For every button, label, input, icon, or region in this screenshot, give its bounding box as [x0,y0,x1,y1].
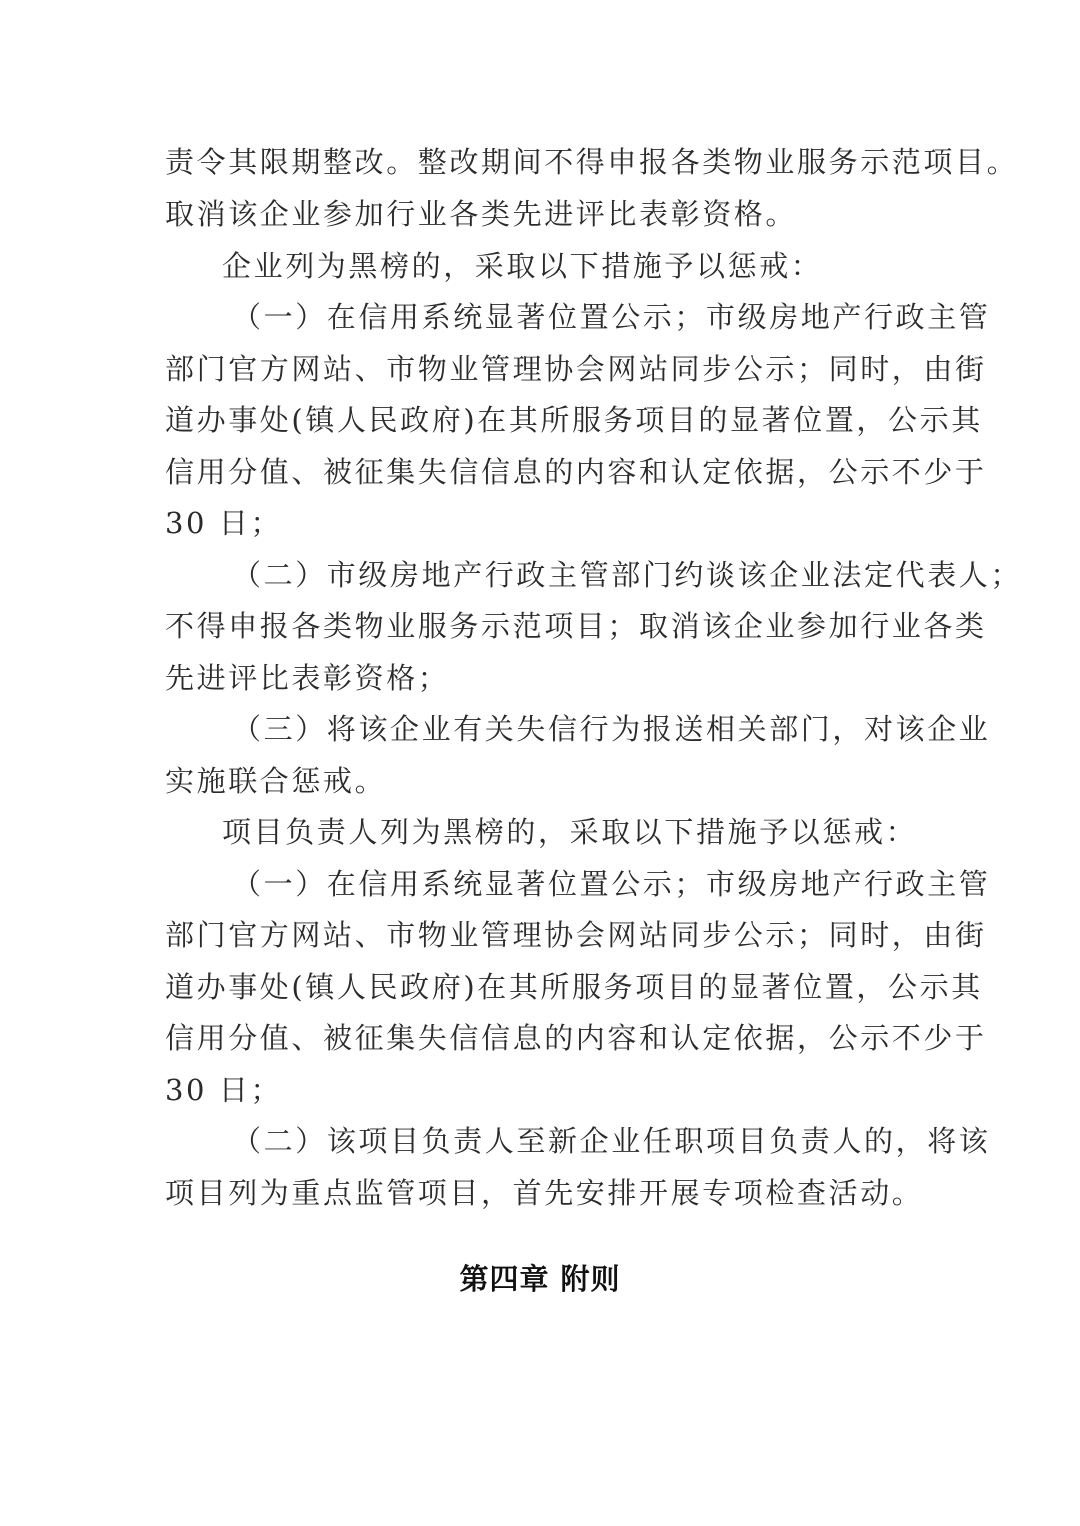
body-line: 部门官方网站、市物业管理协会网站同步公示；同时，由街 [165,352,987,386]
list-item-3-start: （三）将该企业有关失信行为报送相关部门，对该企业 [232,712,991,746]
list-item-1-start: （一）在信用系统显著位置公示；市级房地产行政主管 [232,300,991,334]
body-line: 部门官方网站、市物业管理协会网站同步公示；同时，由街 [165,918,987,952]
body-line: 先进评比表彰资格； [165,661,450,695]
body-line: 30 日； [165,1073,283,1107]
list-item-2-start: （二）市级房地产行政主管部门约谈该企业法定代表人； [232,558,1023,592]
body-line: 道办事处(镇人民政府)在其所服务项目的显著位置，公示其 [165,403,983,437]
body-line: 责令其限期整改。整改期间不得申报各类物业服务示范项目。 [165,145,1019,179]
list-item-2-start: （二）该项目负责人至新企业任职项目负责人的，将该 [232,1124,991,1158]
body-line: 信用分值、被征集失信信息的内容和认定依据，公示不少于 [165,1021,987,1055]
paragraph-intro-manager-blacklist: 项目负责人列为黑榜的，采取以下措施予以惩戒： [222,815,918,849]
body-line: 道办事处(镇人民政府)在其所服务项目的显著位置，公示其 [165,970,983,1004]
paragraph-intro-enterprise-blacklist: 企业列为黑榜的，采取以下措施予以惩戒： [222,249,823,283]
body-line: 信用分值、被征集失信信息的内容和认定依据，公示不少于 [165,455,987,489]
list-item-1-start: （一）在信用系统显著位置公示；市级房地产行政主管 [232,867,991,901]
body-line: 项目列为重点监管项目，首先安排开展专项检查活动。 [165,1176,924,1210]
chapter-heading: 第四章 附则 [459,1262,621,1296]
body-line: 不得申报各类物业服务示范项目；取消该企业参加行业各类 [165,609,987,643]
body-line: 实施联合惩戒。 [165,764,387,798]
body-line: 取消该企业参加行业各类先进评比表彰资格。 [165,197,798,231]
body-line: 30 日； [165,506,283,540]
